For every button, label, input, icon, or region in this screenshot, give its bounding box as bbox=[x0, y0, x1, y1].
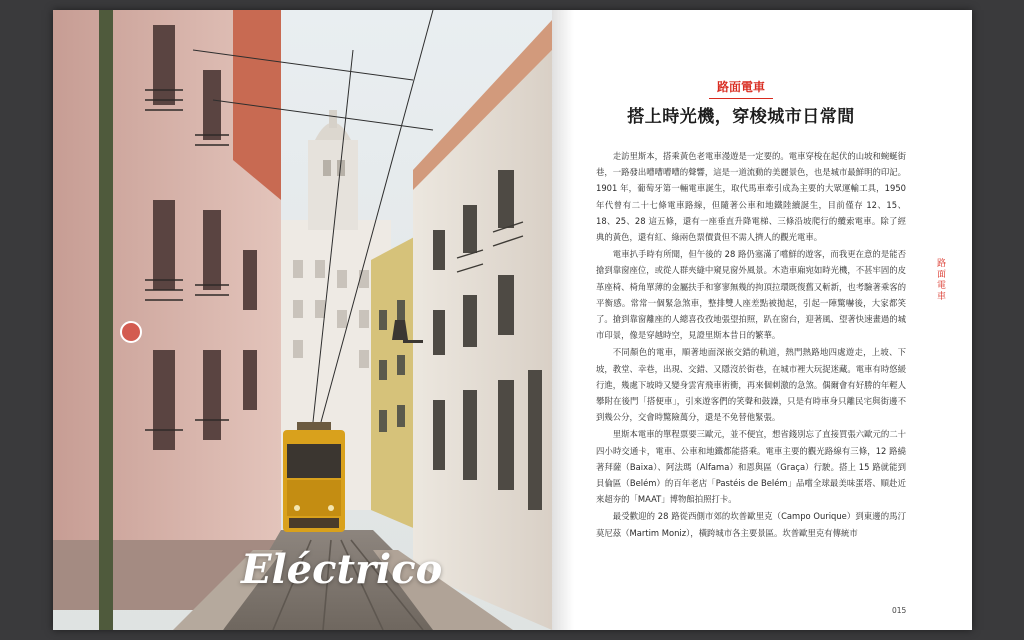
section-tag: 路面電車 bbox=[552, 78, 930, 99]
photo-page bbox=[53, 10, 552, 630]
photo-title: Eléctrico bbox=[241, 546, 443, 593]
article-headline: 搭上時光機，穿梭城市日常間 bbox=[627, 107, 855, 127]
paragraph: 最受歡迎的 28 路從西側市郊的坎普歐里克（Campo Ourique）到東邊的馬汀莫尼茲（Martim Moniz），橫跨城市各主要景區。坎普歐里克有傳統市 bbox=[596, 511, 906, 538]
chapter-side-tab[interactable]: 路面電車 bbox=[935, 258, 945, 302]
paragraph: 里斯本電車的單程票要三歐元，並不便宜，想省錢別忘了直接買張六歐元的二十四小時交通卡，電車、公車和地鐵都能搭乘。電車主要的觀光路線有三條，12 路繞著拜薩（Baixa）、阿法瑪（Alfama）和恩與區（Graça）行駛。搭上 15 路就能到貝倫區（Belém）的百年老店「Pastéis de Belém」品嚐全球最美味蛋塔、順赴近來超夯的「MAAT」博物館拍照打卡。 bbox=[596, 429, 906, 505]
paragraph: 走訪里斯本，搭乘黃色老電車漫遊是一定要的。電車穿梭在起伏的山坡和蜿蜒街巷，一路發出嘈嘈嘈嘈的聲響，這是一道流動的美麗景色，也是城市最鮮明的印記。1901 年，葡萄牙第一輛電車誕生，取代馬車牽引成為主要的大眾運輸工具，1950 年代曾有二十七條電車路線，但隨著公車和地鐵陸續誕生，目前僅存 12、15、18、25、28 這五條，還有一座垂直升降電梯、三條沿坡爬行的纜索電車。除了經典的黃色，還有紅、綠兩色票價貴但不需人擠人的觀光電車。 bbox=[596, 151, 906, 243]
page-number: 015 bbox=[892, 606, 907, 615]
tram-street-photo bbox=[53, 10, 552, 630]
paragraph: 不同顏色的電車，順著地面深嵌交錯的軌道，熱門熱路地四處遊走，上坡、下坡，教堂、幸巷，出現、交錯、又隱沒於街巷，在城市裡大玩捉迷藏。電車有時悠緩行進，幾處下坡時又變身雲宵飛車術衝，再來個刺激的急煞。偶爾會有好勝的年輕人攀附在後門「搭便車」，引來遊客們的笑聲和鼓譟，只是有時車身只離民宅與街邊不到幾公分，交會時驚險萬分，還是不免替他緊張。 bbox=[596, 347, 906, 423]
article-body bbox=[596, 148, 906, 542]
text-page bbox=[552, 10, 972, 630]
book-spread bbox=[53, 10, 972, 630]
paragraph: 電車扒手時有所聞，但午後的 28 路仍塞滿了嚐鮮的遊客，而我更在意的是能否搶到靠窗座位，或從人群夾縫中窺見窗外風景。木造車廂宛如時光機，不甚牢固的皮革座椅、椅角單薄的金屬扶手和寥寥無幾的拘頂拉環既復舊又斬新，也考驗著乘客的平衡感。常常一個緊急煞車，整排雙人座差點被拋起，引起一陣驚嚇後，大家都笑了。搶到靠窗離座的人總喜孜孜地張望拍照，趴在窗台，迎著風、望著快速畫過的城市印景，像是穿越時空，見證里斯本昔日的繁華。 bbox=[596, 249, 906, 341]
